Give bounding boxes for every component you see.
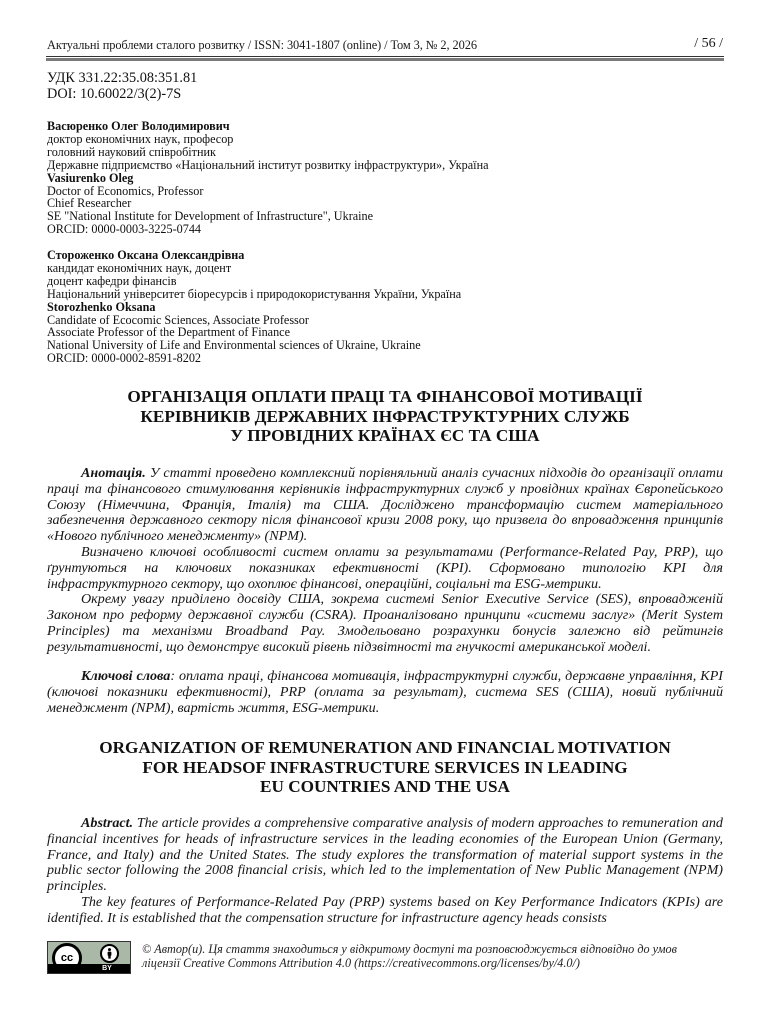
author-block xyxy=(47,249,461,365)
author-block xyxy=(47,120,489,236)
header-rule-thick xyxy=(46,58,724,61)
abstract-paragraph: The key features of Performance-Related Pay (PRP) systems based on Key Performance Indicators (KPIs) are identified. It is established that the compensation structure for infrastructure agency heads consists xyxy=(47,893,723,926)
author-affiliation-en: National University of Life and Environmental sciences of Ukraine, Ukraine xyxy=(47,338,421,353)
license-line[interactable]: ліцензії Creative Commons Attribution 4.0 (https://creativecommons.org/licenses/by/4.0/) xyxy=(142,956,580,971)
title-line: ORGANIZATION OF REMUNERATION AND FINANCIAL MOTIVATION xyxy=(99,738,671,757)
author-position-ua: головний науковий співробітник xyxy=(47,144,216,159)
udc-code: УДК 331.22:35.08:351.81 xyxy=(47,70,198,86)
author-name-ua: Стороженко Оксана Олександрівна xyxy=(47,248,245,262)
abstract-en xyxy=(47,816,723,927)
author-position-en: Chief Researcher xyxy=(47,196,132,211)
keywords-ua xyxy=(47,669,723,716)
author-orcid: ORCID: 0000-0002-8591-8202 xyxy=(47,351,202,366)
author-name-en: Storozhenko Oksana xyxy=(47,299,156,314)
abstract-text: The article provides a comprehensive comparative analysis of modern approaches to remuneration and financial incentives for heads of infrastructure services in the leading economies of the European Union (Germany, France, and Italy) and the United States. The study explores the transformation of material support systems in the public sector following the 2008 financial crisis, which led to the implementation of New Public Management (NPM) principles. xyxy=(47,815,723,895)
abstract-paragraph xyxy=(47,816,723,895)
author-affiliation-en: SE "National Institute for Development of Infrastructure", Ukraine xyxy=(47,209,374,224)
article-title-en xyxy=(47,738,723,797)
doi: DOI: 10.60022/3(2)-7S xyxy=(47,85,182,102)
header-rule-thin xyxy=(46,56,724,57)
author-position-en: Associate Professor of the Department of Finance xyxy=(47,325,291,340)
annotation-label: Анотація. xyxy=(81,465,146,481)
title-line: EU COUNTRIES AND THE USA xyxy=(260,777,510,796)
keywords-label: Ключові слова xyxy=(81,668,171,684)
annotation-text: У статті проведено комплексний порівняльний аналіз сучасних підходів до організації оплати праці та фінансового стимулювання керівників інфраструктурних служб у провідних країнах Європейського Союзу (Німеччина, Франція, Італія) та США. Досліджено трансформацію систем матеріального забезпечення державного сектору після фінансової кризи 2008 року, що призвела до впровадження принципів «Нового публічного менеджменту» (NPM). xyxy=(47,465,723,545)
title-line: КЕРІВНИКІВ ДЕРЖАВНИХ ІНФРАСТРУКТУРНИХ СЛУЖБ xyxy=(140,406,630,426)
author-position-ua: доцент кафедри фінансів xyxy=(47,273,177,288)
keywords-paragraph xyxy=(47,669,723,716)
author-degree-en: Candidate of Ecocomic Sciences, Associate Professor xyxy=(47,312,309,327)
article-meta xyxy=(47,71,197,102)
journal-info: Актуальні проблеми сталого розвитку / ISSN: 3041-1807 (online) / Том 3, № 2, 2026 xyxy=(47,38,477,52)
license-line: © Автор(и). Ця стаття знаходиться у відкритому доступі та розповсюджується відповідно до умов xyxy=(142,942,677,956)
author-affiliation-ua: Державне підприємство «Національний інститут розвитку інфраструктури», Україна xyxy=(47,157,489,172)
title-line: FOR HEADSOF INFRASTRUCTURE SERVICES IN LEADING xyxy=(142,757,628,777)
annotation-ua xyxy=(47,466,723,656)
title-line: ОРГАНІЗАЦІЯ ОПЛАТИ ПРАЦІ ТА ФІНАНСОВОЇ МОТИВАЦІЇ xyxy=(127,387,643,406)
page-number: / 56 / xyxy=(694,36,723,51)
author-orcid: ORCID: 0000-0003-3225-0744 xyxy=(47,222,202,237)
author-affiliation-ua: Національний університет біоресурсів і природокористування України, Україна xyxy=(47,286,462,301)
author-degree-en: Doctor of Economics, Professor xyxy=(47,183,204,198)
keywords-text: : оплата праці, фінансова мотивація, інфраструктурні служби, державне управління, KPI (ключові показники ефективності), PRP (оплата за результат), система SES (США), новий публічний менеджмент (NPM), вартість життя, ESG-метрики. xyxy=(47,668,724,716)
annotation-paragraph: Визначено ключові особливості систем оплати за результатами (Performance-Related Pay, PRP), що ґрунтуються на ключових показниках ефективності (KPI). Сформовано типологію KPI для інфраструктурного сектору, що охоплює фінансові, операційні, соціальні та ESG-метрики. xyxy=(47,543,723,592)
cc-by-license-badge[interactable] xyxy=(47,941,131,974)
attribution-person-icon xyxy=(100,944,119,963)
annotation-paragraph: Окрему увагу приділено досвіду США, зокрема системі Senior Executive Service (SES), впровадженій Законом про реформу державної служби (CSRA). Проаналізовано принципи «системи заслуг» (Merit System Principles) та механізми Broadband Pay. Змодельовано розрахунки бонусів залежно від рейтингів результативності, що демонструє високий рівень підзвітності та гнучкості американської моделі. xyxy=(47,591,723,655)
license-footer xyxy=(45,940,725,980)
author-name-en: Vasiurenko Oleg xyxy=(47,170,134,185)
annotation-paragraph xyxy=(47,466,723,545)
creative-commons-icon: cc xyxy=(52,943,82,973)
license-text xyxy=(142,942,677,970)
author-name-ua: Васюренко Олег Володимирович xyxy=(47,119,230,133)
author-degree-ua: кандидат економічних наук, доцент xyxy=(47,260,232,275)
abstract-label: Abstract. xyxy=(81,815,134,831)
article-title-ua xyxy=(47,387,723,446)
title-line: У ПРОВІДНИХ КРАЇНАХ ЄС ТА США xyxy=(230,426,540,445)
author-degree-ua: доктор економічних наук, професор xyxy=(47,131,234,146)
by-label: BY xyxy=(102,965,112,972)
